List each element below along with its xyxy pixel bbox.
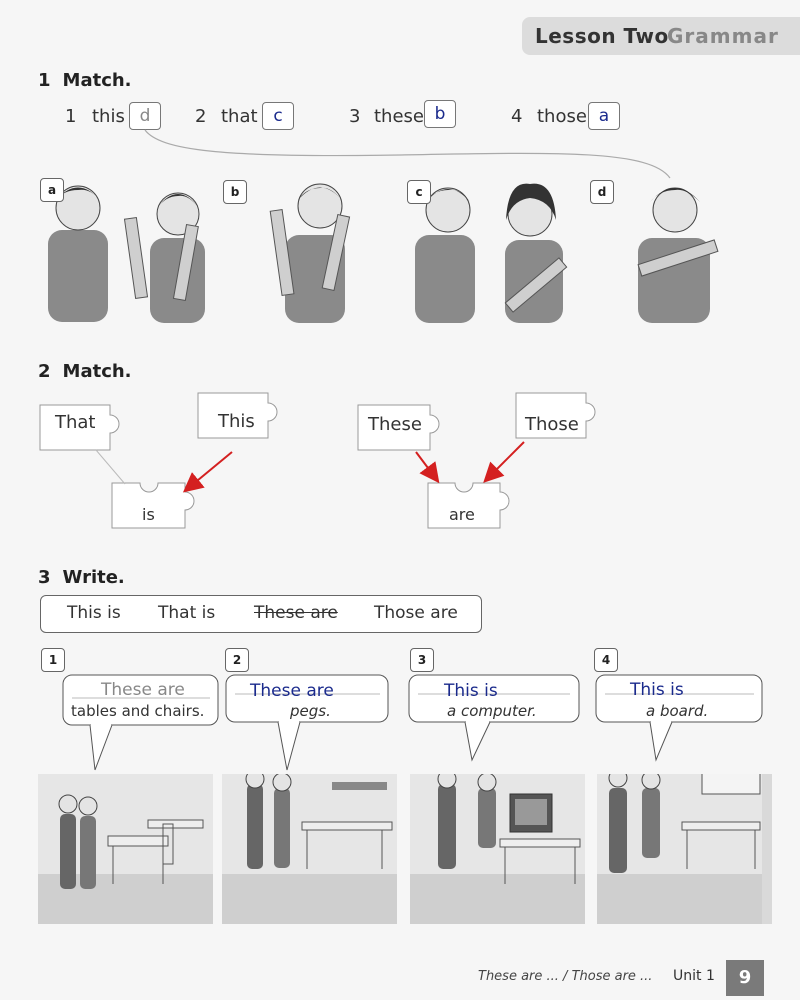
picture-b-boy — [270, 184, 349, 323]
section-number: 1 — [38, 70, 51, 91]
bubble-1-rest: tables and chairs. — [71, 702, 205, 720]
picture-letter-b: b — [223, 180, 247, 204]
bubble-3-rest: a computer. — [447, 702, 537, 720]
picture-letter-d: d — [590, 180, 614, 204]
classroom-scene-3 — [410, 774, 585, 924]
piece-label-that: That — [55, 412, 96, 433]
lesson-topic: Grammar — [667, 24, 779, 48]
panel-number-2: 2 — [225, 648, 249, 672]
answer-box-1[interactable]: d — [129, 102, 161, 130]
answer-box-4[interactable]: a — [588, 102, 620, 130]
bubble-1-answer[interactable]: These are — [101, 680, 185, 700]
item-word-that: that — [221, 106, 258, 127]
classroom-scene-1 — [38, 774, 213, 924]
answer-box-3[interactable]: b — [424, 100, 456, 128]
section-1-illustrations — [30, 170, 730, 330]
section-3-heading — [38, 567, 125, 588]
bubble-2-rest: pegs. — [290, 702, 331, 720]
section-title: Match. — [62, 70, 132, 91]
panel-number-3: 3 — [410, 648, 434, 672]
bubble-4-answer[interactable]: This is — [630, 680, 684, 700]
piece-label-this: This — [218, 411, 255, 432]
section-number: 2 — [38, 361, 51, 382]
lesson-title: Lesson Two — [535, 24, 669, 48]
bubble-3-answer[interactable]: This is — [444, 681, 498, 701]
panel-2-scene — [222, 774, 397, 924]
footer-caption: These are ... / Those are ... — [478, 969, 653, 984]
picture-letter-a: a — [40, 178, 64, 202]
item-number: 2 — [195, 106, 207, 127]
classroom-scene-4 — [597, 774, 762, 924]
item-word-those: those — [537, 106, 587, 127]
word-bank-this-is: This is — [67, 603, 121, 623]
item-number: 1 — [65, 106, 77, 127]
picture-d-boy — [638, 188, 718, 323]
arrow-these-to-are — [416, 452, 437, 480]
piece-label-these: These — [368, 414, 422, 435]
word-bank-these-are: These are — [254, 603, 338, 623]
piece-label-those: Those — [525, 414, 579, 435]
section-2-heading — [38, 361, 132, 382]
section-title: Match. — [62, 361, 132, 382]
word-bank-that-is: That is — [158, 603, 216, 623]
page-number: 9 — [726, 960, 764, 996]
bubble-4-rest: a board. — [646, 702, 709, 720]
puzzle-pieces-svg — [0, 380, 800, 550]
item-number: 4 — [511, 106, 523, 127]
classroom-scene-2 — [222, 774, 397, 924]
word-bank-those-are: Those are — [374, 603, 458, 623]
panel-number-1: 1 — [41, 648, 65, 672]
bubble-2-answer[interactable]: These are — [250, 681, 334, 701]
footer-unit: Unit 1 — [673, 968, 715, 984]
section-title: Write. — [62, 567, 125, 588]
arrow-this-to-is — [186, 452, 232, 490]
panel-1-scene — [38, 774, 213, 924]
pencil-line-that-to-is — [96, 450, 125, 484]
panel-number-4: 4 — [594, 648, 618, 672]
panel-3-scene — [410, 774, 585, 924]
item-word-this: this — [92, 106, 125, 127]
section-number: 3 — [38, 567, 51, 588]
picture-a-boys — [48, 186, 205, 323]
piece-label-is: is — [142, 505, 155, 524]
panel-4-scene — [597, 774, 772, 924]
answer-box-2[interactable]: c — [262, 102, 294, 130]
item-word-these: these — [374, 106, 424, 127]
item-number: 3 — [349, 106, 361, 127]
arrow-those-to-are — [486, 442, 524, 480]
picture-letter-c: c — [407, 180, 431, 204]
piece-label-are: are — [449, 505, 475, 524]
picture-c-boy-girl — [415, 184, 567, 323]
